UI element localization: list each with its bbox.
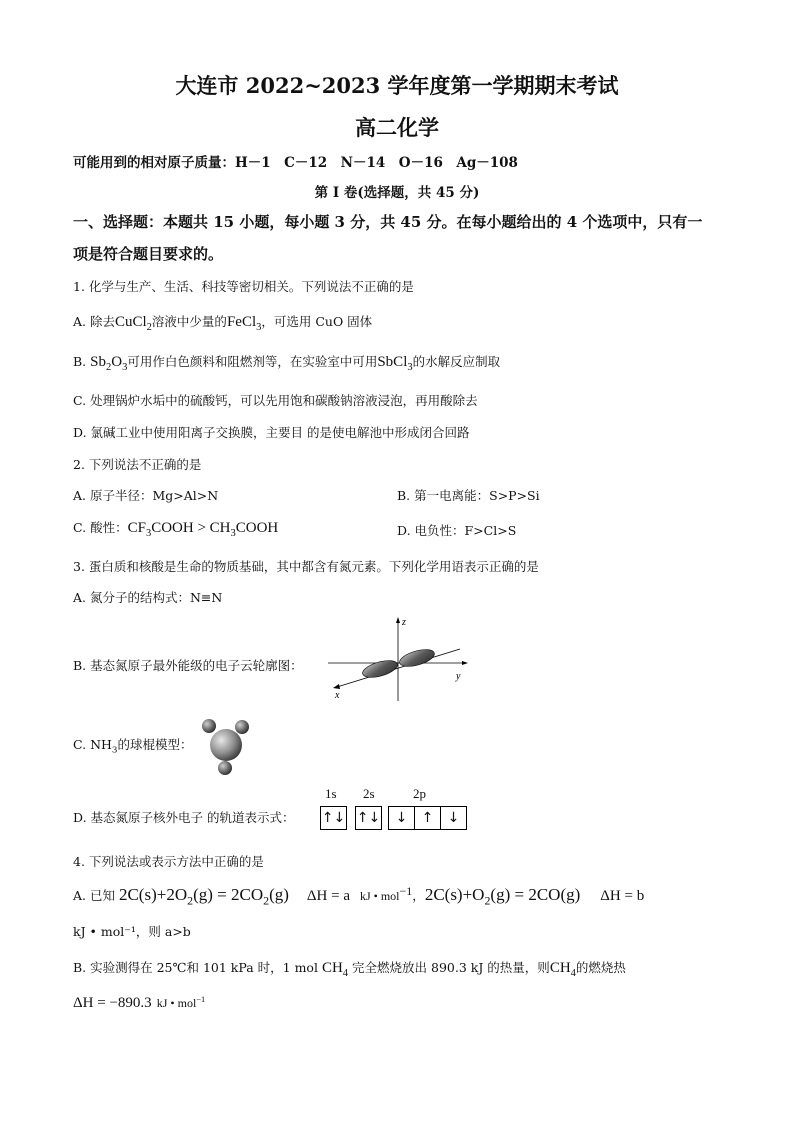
y-axis-label: y: [456, 671, 461, 682]
q4-option-a-line1: [73, 884, 644, 909]
q4-option-a-line2: kJ • mol⁻¹，则 a>b: [73, 924, 191, 939]
formula-sb2o3: $Sb_2O_3$: [90, 354, 128, 373]
x-axis-label: x: [335, 690, 340, 701]
orbital-lobe-left: [361, 657, 399, 680]
formula-fecl3: FeCl$_3$: [226, 314, 262, 333]
q2-stem: 2. 下列说法不正确的是: [73, 457, 202, 472]
q4-b-unit: kJ • mol$^{-1}$: [156, 995, 206, 1010]
q1-option-d: D. 氯碱工业中使用阳离子交换膜，主要目 的是使电解池中形成闭合回路: [73, 425, 470, 440]
hydrogen-atom-2: [235, 720, 249, 734]
q4-b-pre: B. 实验测得在 25℃和 101 kPa 时，1 mol: [73, 960, 318, 975]
q3-option-a: A. 氮分子的结构式：N≡N: [73, 590, 223, 605]
q1-stem: 1. 化学与生产、生活、科技等密切相关。下列说法不正确的是: [73, 279, 414, 294]
orbital-cell-2p-1: ↓: [389, 807, 415, 829]
q1-a-pre: A. 除去: [73, 314, 115, 329]
q3-c-post: 的球棍模型：: [117, 737, 193, 752]
q3-stem: 3. 蛋白质和核酸是生命的物质基础，其中都含有氮元素。下列化学用语表示正确的是: [73, 559, 539, 574]
q2-option-b: B. 第一电离能：S>P>Si: [397, 488, 540, 503]
p-orbital-diagram: [325, 613, 475, 705]
q3-option-c: [73, 735, 193, 756]
formula-ch4-b: $CH_4$: [549, 960, 576, 979]
q1-option-a: [73, 312, 372, 333]
orbital-box-1s: [320, 806, 347, 830]
q4-a-pre: A. 已知: [73, 888, 115, 904]
q2-c-pre: C. 酸性：: [73, 520, 128, 535]
formula-ch4-a: $CH_4$: [321, 960, 349, 979]
q4-a-unit-exp: −1: [399, 884, 413, 898]
q1-a-mid: 溶液中少量的: [151, 314, 227, 329]
q4-b-delta-h: ΔH = −890.3: [73, 995, 152, 1011]
q1-option-b: [73, 352, 500, 373]
q4-b-mid: 完全燃烧放出 890.3 kJ 的热量，则: [352, 960, 550, 975]
orbital-cell-2p-2: ↑: [415, 807, 441, 829]
part1-heading: 第 I 卷(选择题，共 45 分): [314, 185, 480, 201]
hydrogen-atom-3: [218, 761, 232, 775]
exam-subject: 高二化学: [355, 115, 439, 140]
q1-b-pre: B.: [73, 354, 91, 369]
atomic-masses: 可能用到的相对原子质量：H－1 C－12 N－14 O－16 Ag－108: [73, 155, 518, 171]
formula-sbcl3: SbCl$_3$: [377, 354, 413, 373]
q4-a-unit: kJ • mol: [359, 889, 400, 904]
orbital-label-1s: 1s: [325, 786, 337, 801]
q1-b-mid: 可用作白色颜料和阻燃剂等，在实验室中可用: [127, 354, 378, 369]
q4-a-sep: ，: [412, 888, 425, 904]
q4-a-delta-h-a: ΔH = a: [306, 888, 350, 905]
equation-c-to-co2: $2C(s)+2O_2(g) = 2CO_2(g)$: [118, 885, 289, 908]
q3-c-pre: C. NH: [73, 737, 112, 752]
hydrogen-atom-1: [202, 719, 216, 733]
orbital-box-2s: [355, 806, 382, 830]
section1-instructions-line2: 项是符合题目要求的。: [73, 245, 224, 263]
q3-c-sub: 3: [111, 745, 118, 756]
orbital-label-2p: 2p: [413, 786, 426, 801]
formula-acid-compare: $CF_3COOH$ > $CH_3COOH$: [127, 520, 279, 539]
q4-stem: 4. 下列说法或表示方法中正确的是: [73, 854, 264, 869]
z-axis-label: z: [402, 617, 406, 628]
q4-b-post: 的燃烧热: [575, 960, 626, 975]
q2-option-c: [73, 518, 278, 539]
orbital-cell-1s: ↑↓: [321, 810, 346, 826]
q2-option-a: A. 原子半径：Mg>Al>N: [73, 488, 219, 503]
section1-instructions-line1: 一、选择题：本题共 15 小题，每小题 3 分，共 45 分。在每小题给出的 4 个选项中，只有一: [73, 213, 703, 231]
nitrogen-atom: [210, 729, 242, 761]
q1-a-post: ，可选用 CuO 固体: [261, 314, 373, 329]
x-axis: [337, 649, 460, 687]
q4-option-b-line2: [73, 992, 205, 1012]
orbital-label-2s: 2s: [363, 786, 375, 801]
nh3-ball-stick-model: [195, 714, 257, 778]
q1-b-post: 的水解反应制取: [412, 354, 501, 369]
q2-option-d: D. 电负性：F>Cl>S: [397, 523, 517, 538]
q4-a-delta-h-b: ΔH = b: [600, 888, 645, 905]
q3-option-b: B. 基态氮原子最外能级的电子云轮廓图：: [73, 658, 303, 673]
orbital-cell-2s: ↑↓: [356, 810, 381, 826]
exam-title: 大连市 2022~2023 学年度第一学期期末考试: [175, 73, 619, 98]
q3-option-d: D. 基态氮原子核外电子 的轨道表示式：: [73, 810, 295, 825]
orbital-box-2p: [388, 806, 467, 830]
q1-option-c: C. 处理锅炉水垢中的硫酸钙，可以先用饱和碳酸钠溶液浸泡，再用酸除去: [73, 393, 478, 408]
equation-c-to-co: $2C(s)+O_2(g) = 2CO(g)$: [424, 885, 581, 908]
formula-cucl2: CuCl$_2$: [114, 314, 152, 333]
orbital-cell-2p-3: ↓: [447, 810, 460, 826]
q4-option-b-line1: [73, 958, 626, 979]
